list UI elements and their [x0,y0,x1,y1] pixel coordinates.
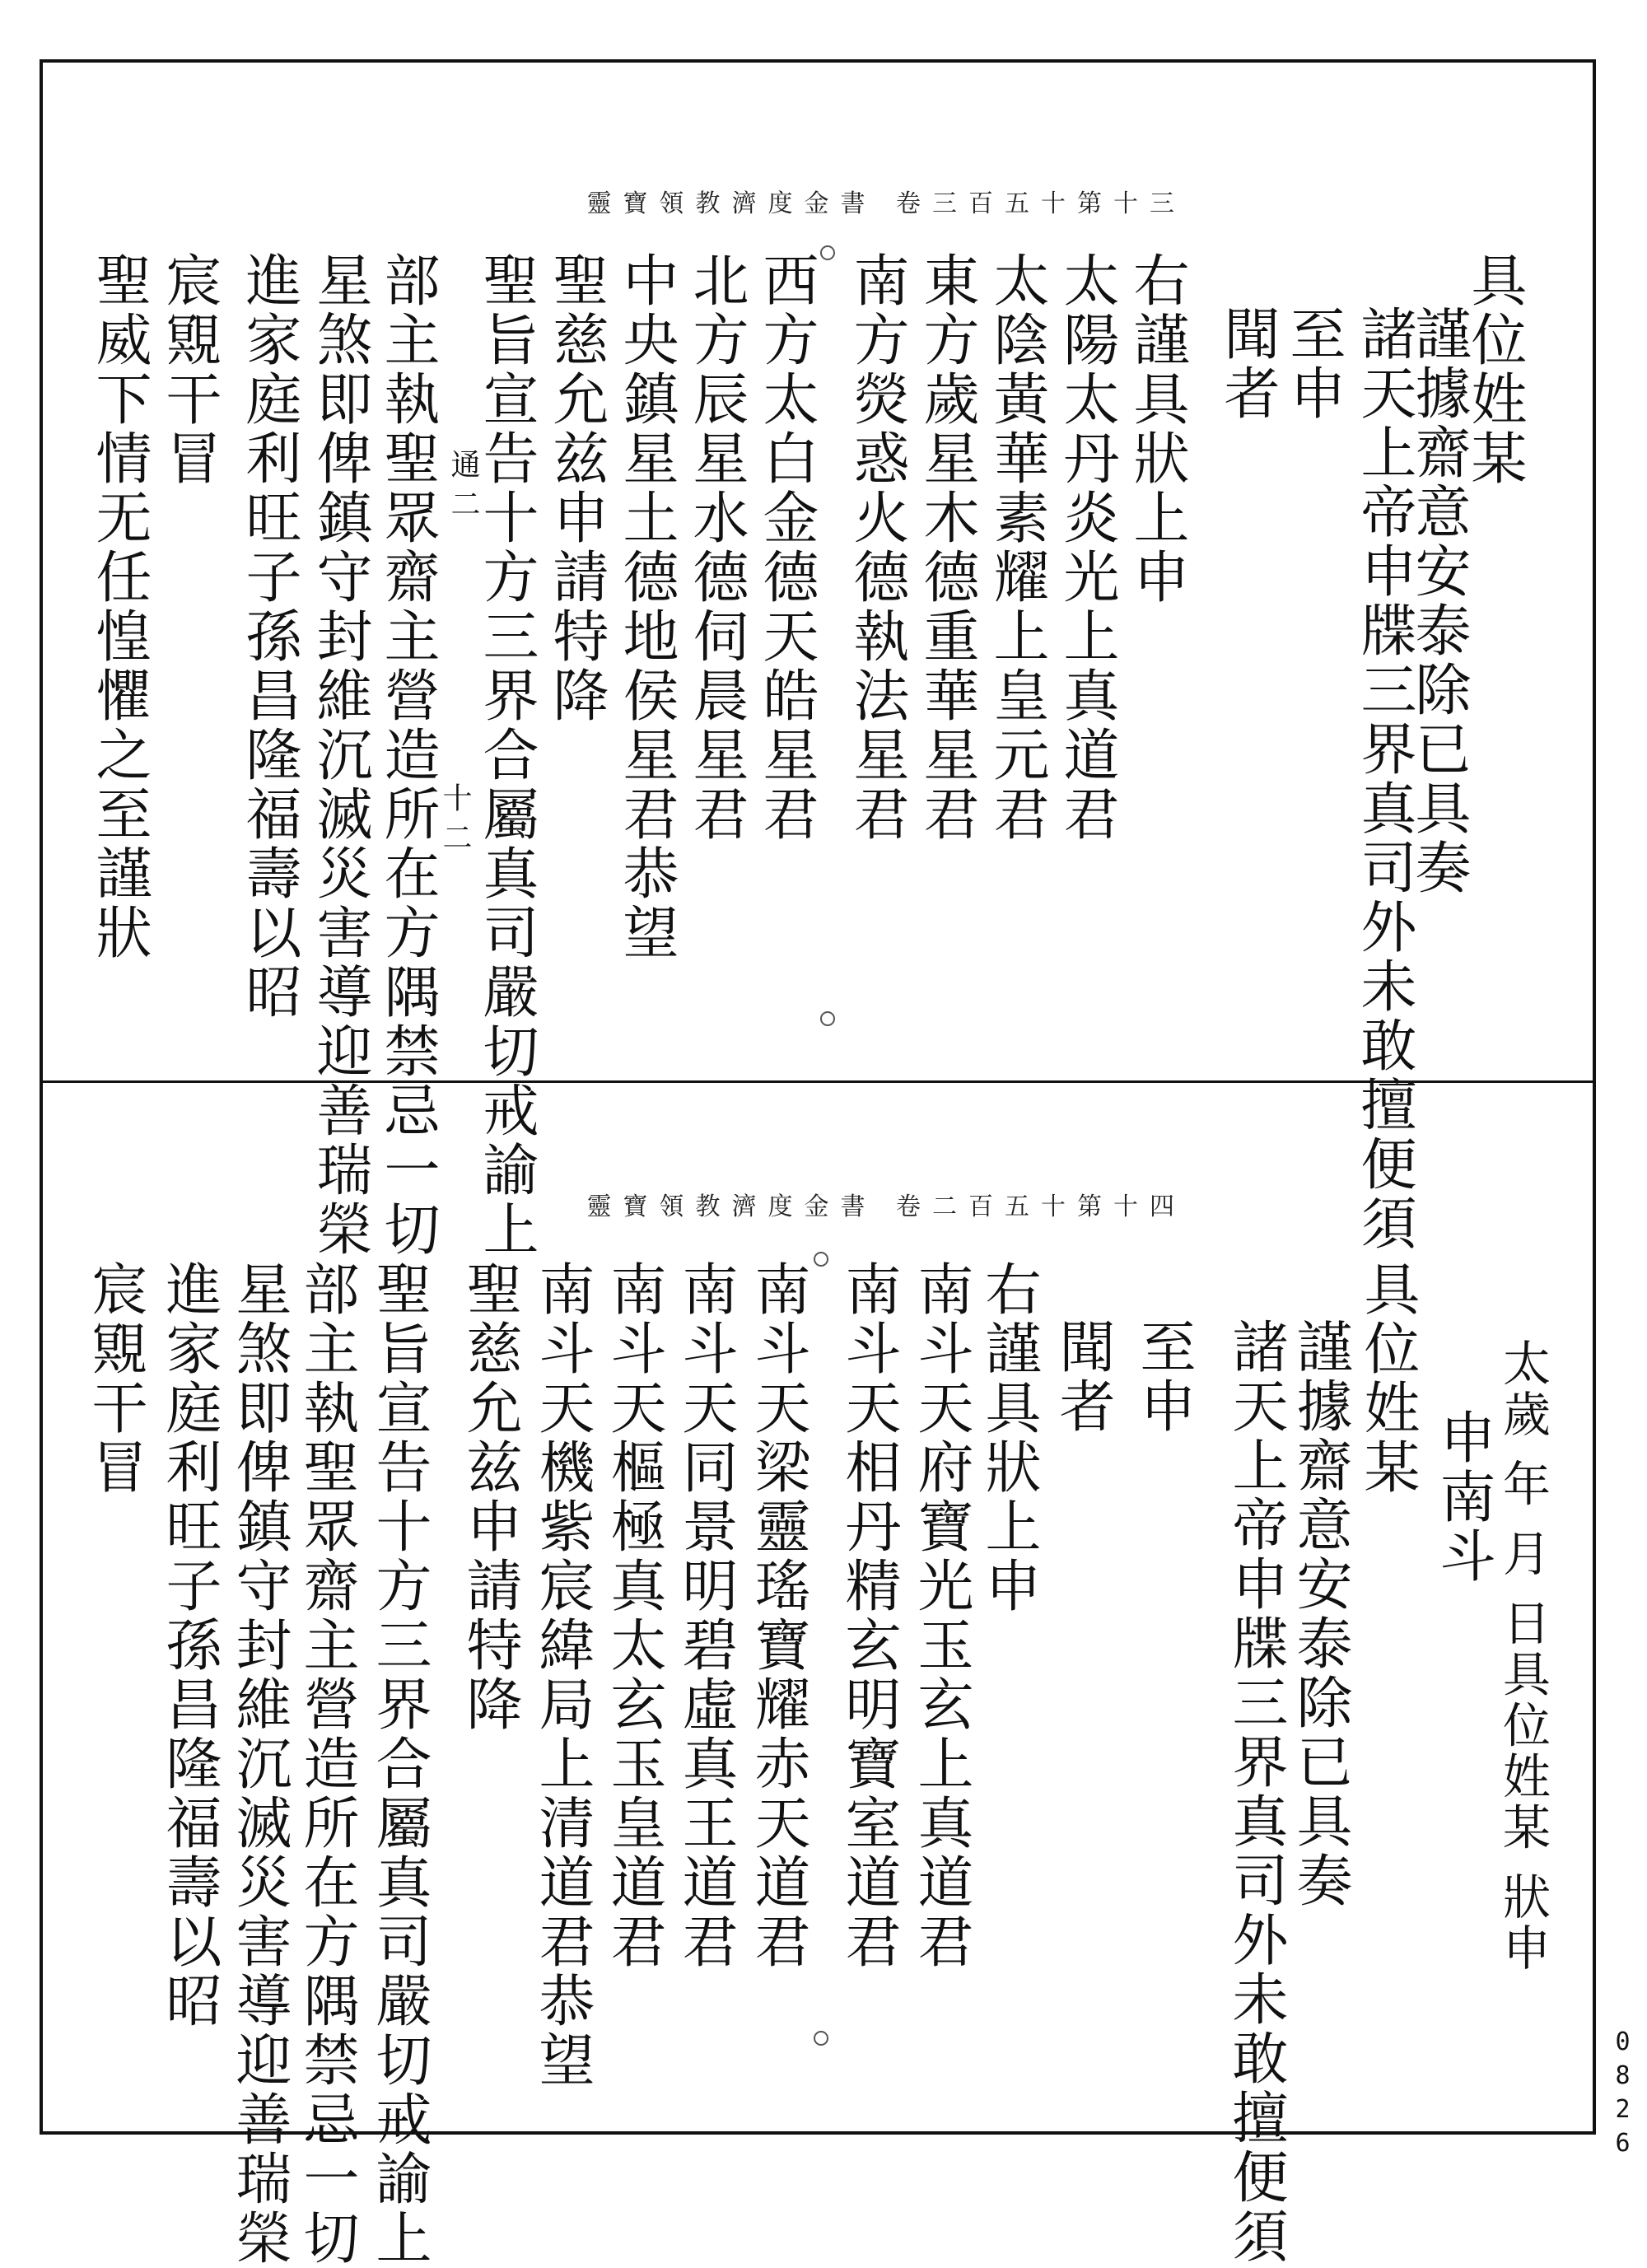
binding-hole [820,245,835,260]
top-col-7: 太陽太丹炎光上真道君 [1054,251,1119,844]
top-col-6: 右謹具狀上申 [1124,251,1189,607]
top-margin-note-2: 十二 [438,782,472,861]
top-col-9: 東方歲星木德重華星君 [914,251,979,844]
bottom-col-5: 諸天上帝申牒三界真司外未敢擅便須 [1223,1318,1288,2266]
bottom-page-header: 靈寶領教濟度金書 卷二百五十第十四 [586,1192,1186,1221]
bottom-col-17: 部主執聖眾齋主營造所在方隅禁忌一切 [294,1260,359,2268]
bottom-col-4: 謹據齋意安泰除已具奏 [1287,1318,1352,1911]
binding-hole [820,1011,835,1026]
top-col-18: 進家庭利旺子孫昌隆福壽以昭 [236,251,301,1022]
bottom-col-13: 南斗天樞極真太玄玉皇道君 [601,1260,666,1972]
bottom-col-7: 聞者 [1050,1318,1115,1436]
top-col-19: 宸覭干冒 [156,251,222,488]
top-col-2: 謹據齋意安泰除已具奏 [1406,305,1471,898]
top-col-16: 部主執聖眾齋主營造所在方隅禁忌一切 [375,251,440,1259]
bottom-col-12: 南斗天同景明碧虛真王道君 [673,1260,738,1972]
bottom-col-15: 聖慈允兹申請特降 [457,1260,522,1734]
top-page-header: 靈寶領教濟度金書 卷三百五十第十三 [586,189,1186,218]
binding-hole [814,2031,828,2046]
bottom-col-3: 具位姓某 [1355,1260,1420,1497]
bottom-col-1: 太歲 年 月 日具位姓某 狀申 [1495,1338,1551,1974]
top-col-8: 太陰黃華素耀上皇元君 [984,251,1049,844]
top-col-17: 星煞即俾鎮守封維沉滅災害導迎善瑞榮 [307,251,372,1259]
bottom-col-20: 宸覭干冒 [82,1260,147,1497]
binding-hole [814,1252,828,1267]
bottom-col-2: 申南斗 [1430,1408,1495,1586]
bottom-col-18: 星煞即俾鎮守封維沉滅災害導迎善瑞榮 [226,1260,292,2268]
top-col-4: 至申 [1281,305,1346,423]
top-col-15: 聖旨宣告十方三界合屬真司嚴切戒諭上 [474,251,539,1259]
bottom-col-10: 南斗天相丹精玄明寶室道君 [836,1260,901,1972]
bottom-col-9: 南斗天府寶光玉玄上真道君 [908,1260,973,1972]
top-col-11: 西方太白金德天皓星君 [754,251,819,844]
bottom-col-11: 南斗天梁靈瑤寶耀赤天道君 [745,1260,810,1972]
top-col-13: 中央鎮星土德地侯星君恭望 [614,251,679,963]
bottom-col-14: 南斗天機紫宸緯局上清道君恭望 [530,1260,595,2090]
bottom-col-8: 右謹具狀上申 [976,1260,1041,1616]
top-margin-note-1: 通二 [446,449,480,528]
top-col-5: 聞者 [1215,305,1280,423]
bottom-col-19: 進家庭利旺子孫昌隆福壽以昭 [156,1260,222,2031]
top-col-3: 諸天上帝申牒三界真司外未敢擅便須 [1351,305,1416,1253]
page-number: 0826 [1608,2028,1637,2163]
top-col-20: 聖威下情无任惶懼之至謹狀 [86,251,152,963]
bottom-col-16: 聖旨宣告十方三界合屬真司嚴切戒諭上 [366,1260,432,2268]
top-col-10: 南方熒惑火德執法星君 [844,251,909,844]
bottom-col-6: 至申 [1131,1318,1196,1436]
top-col-14: 聖慈允兹申請特降 [544,251,609,726]
top-col-12: 北方辰星水德伺晨星君 [684,251,749,844]
top-col-1: 具位姓某 [1462,251,1527,488]
